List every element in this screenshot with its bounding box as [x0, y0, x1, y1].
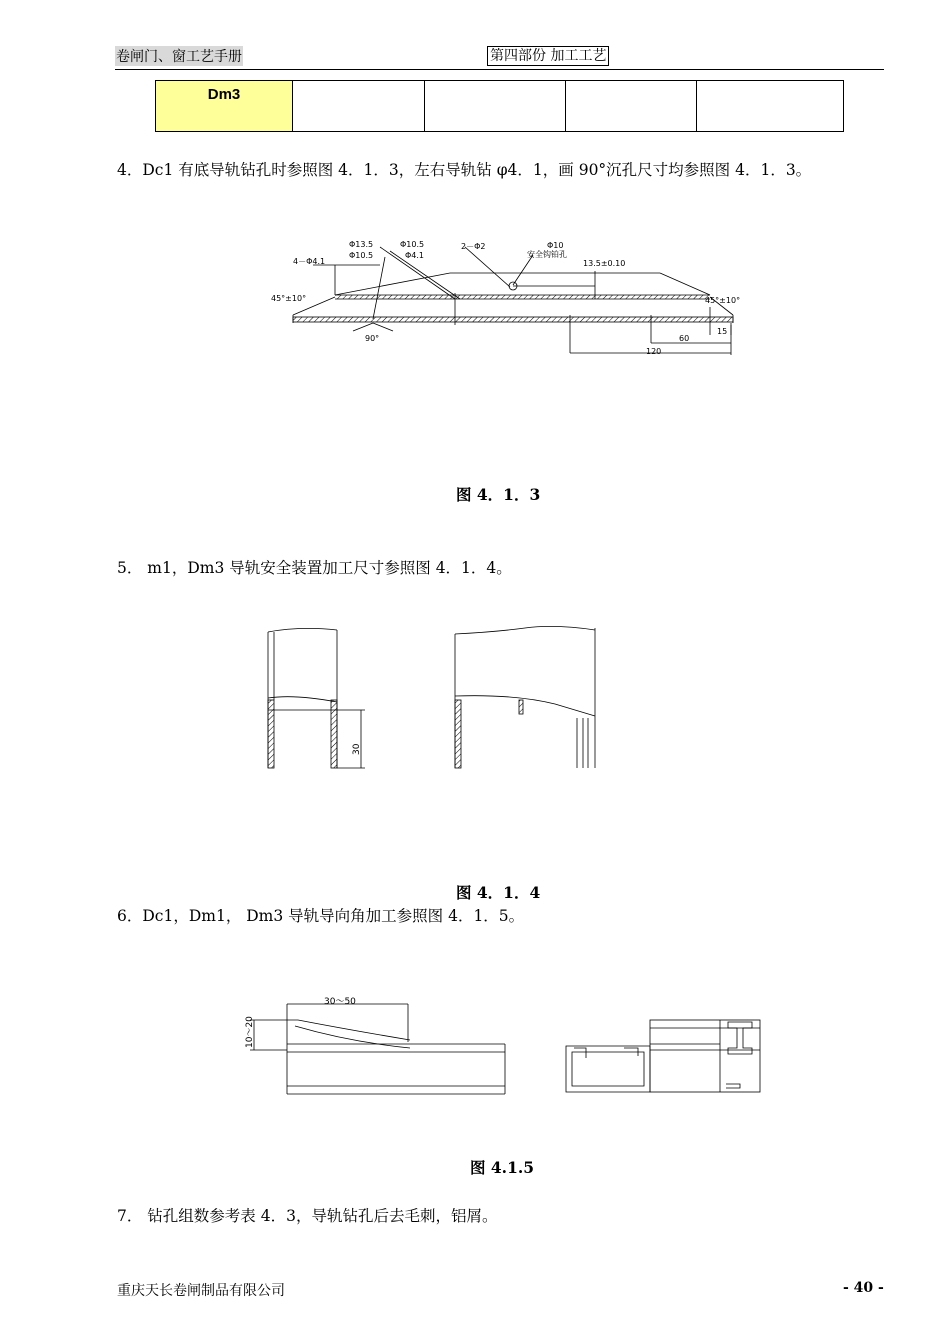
header-manual-title: 卷闸门、窗工艺手册: [115, 46, 243, 66]
footer-page-number: - 40 -: [843, 1280, 884, 1296]
figure-4-1-5-drawing: [240, 990, 770, 1100]
spec-table: [155, 80, 844, 132]
label-dim-10-20: 10～20: [245, 1016, 255, 1048]
label-13-5-tolerance: 13.5±0.10: [583, 259, 626, 268]
label-dim-30: 30: [352, 743, 362, 755]
label-4-phi-4-1: 4－Φ4.1: [293, 257, 326, 266]
table-row-label: Dm3: [156, 81, 293, 132]
label-angle-90: 90°: [365, 334, 380, 343]
label-dim-30-50: 30～50: [324, 997, 356, 1007]
label-phi-10-5: Φ10.5: [400, 240, 425, 249]
label-angle-right: 45°±10°: [705, 296, 741, 305]
figure-4-1-5-caption: 图 4.1.5: [470, 1158, 535, 1177]
paragraph-6: 6．Dc1，Dm1， Dm3 导轨导向角加工参照图 4．1．5。: [117, 907, 525, 925]
header-divider: [115, 69, 884, 70]
label-phi-10-5-b: Φ10.5: [349, 251, 374, 260]
label-safety-hook-hole: 安全钩铂孔: [527, 250, 567, 259]
footer-company: 重庆天长卷闸制品有限公司: [117, 1283, 285, 1299]
table-row: [156, 81, 844, 132]
table-cell: [697, 81, 844, 132]
figure-4-1-4-drawing: [255, 620, 615, 780]
label-dim-15: 15: [717, 327, 728, 336]
figure-4-1-3-caption: 图 4．1．3: [456, 485, 541, 504]
table-cell: [425, 81, 566, 132]
paragraph-4: 4．Dc1 有底导轨钻孔时参照图 4．1．3，左右导轨钻 φ4．1，画 90°沉孔尺寸均参照图 4．1．3。: [117, 161, 812, 179]
label-2-phi-2: 2－Φ2: [461, 242, 486, 251]
label-phi-4-1: Φ4.1: [405, 251, 425, 260]
label-dim-60: 60: [679, 334, 690, 343]
figure-4-1-4-caption: 图 4．1．4: [456, 883, 541, 902]
paragraph-5: 5． m1，Dm3 导轨安全装置加工尺寸参照图 4．1．4。: [117, 559, 512, 577]
paragraph-7: 7． 钻孔组数参考表 4．3，导轨钻孔后去毛刺，铝屑。: [117, 1207, 498, 1225]
table-cell: [293, 81, 425, 132]
header-section-title: 第四部份 加工工艺: [487, 46, 609, 66]
label-phi-13-5: Φ13.5: [349, 240, 374, 249]
label-angle-left: 45°±10°: [271, 294, 307, 303]
label-phi-10: Φ10: [547, 241, 564, 250]
table-cell: [566, 81, 697, 132]
label-dim-120: 120: [646, 347, 662, 356]
figure-4-1-3-drawing: [265, 235, 765, 365]
